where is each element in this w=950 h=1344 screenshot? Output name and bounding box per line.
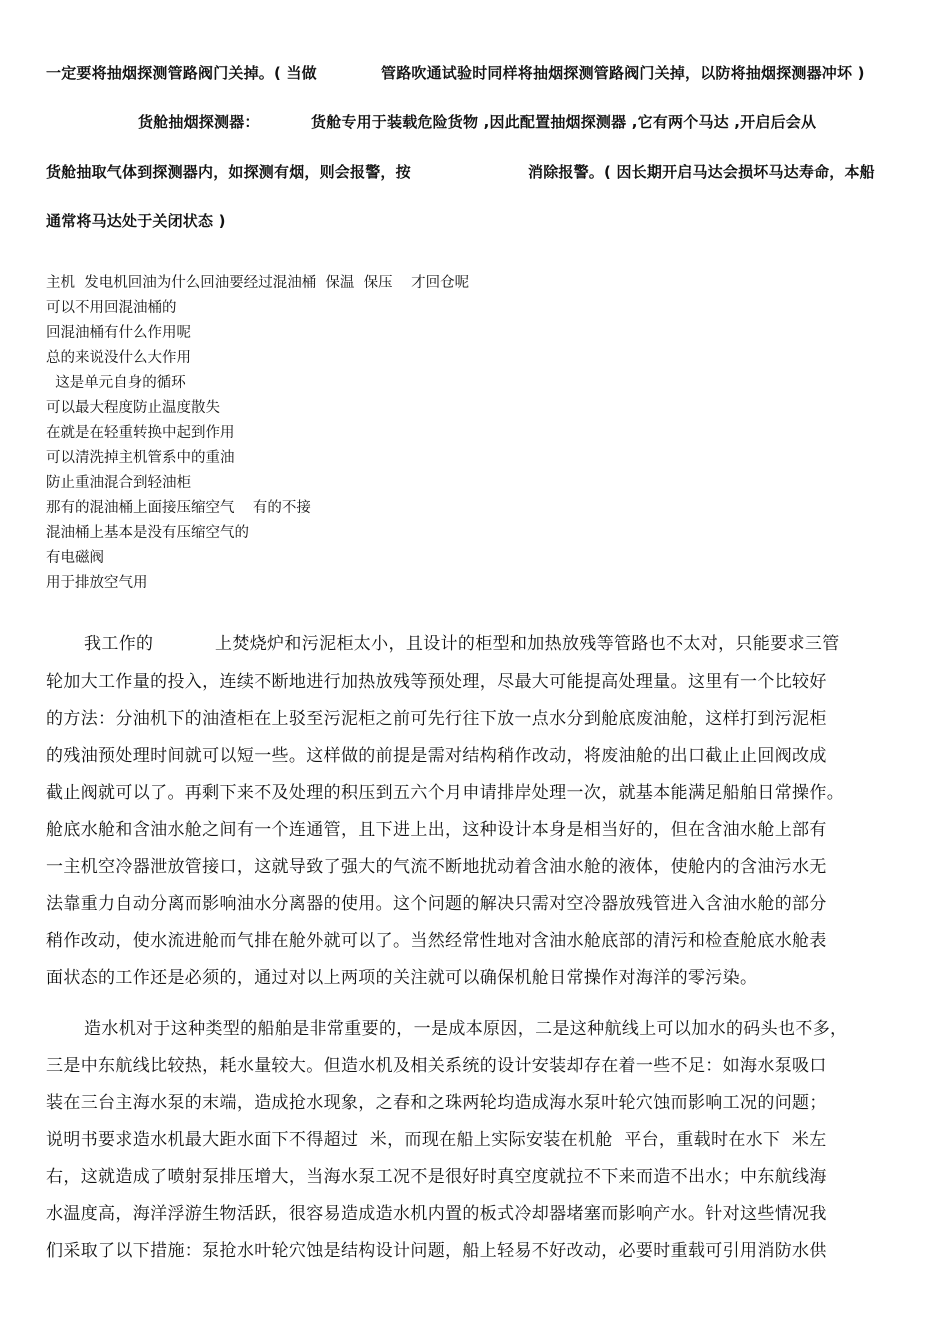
paragraph1-line: 截止阀就可以了。再剩下来不及处理的积压到五六个月申请排岸处理一次，就基本能满足船舶日常操作。 [46,783,845,803]
list-item: 那有的混油桶上面接压缩空气 有的不接 [46,500,311,516]
paragraph1-line: 的残油预处理时间就可以短一些。这样做的前提是需对结构稍作改动，将废油舱的出口截止止回阀改成 [46,746,827,766]
paragraph2-line: 装在三台主海水泵的末端，造成抢水现象，之春和之珠两轮均造成海水泵叶轮穴蚀而影响工况的问题； [46,1093,827,1113]
paragraph1-line: 的方法：分油机下的油渣柜在上驳至污泥柜之前可先行往下放一点水分到舱底废油舱，这样打到污泥柜 [46,709,827,729]
header-line-2b: 货舱专用于装载危险货物 ,因此配置抽烟探测器 ,它有两个马达 ,开启后会从 [311,113,817,131]
paragraph1-line: 稍作改动，使水流进舱而气排在舱外就可以了。当然经常性地对含油水舱底部的清污和检查舱底水舱表 [46,931,827,951]
paragraph1-line-first: 上焚烧炉和污泥柜太小，且设计的柜型和加热放残等管路也不太对，只能要求三管 [215,634,840,654]
list-item: 主机 发电机回油为什么回油要经过混油桶 保温 保压 才回仓呢 [46,275,470,291]
header-line-1a: 一定要将抽烟探测管路阀门关掉。( 当做 [46,64,317,82]
list-item: 混油桶上基本是没有压缩空气的 [46,525,249,541]
list-item: 回混油桶有什么作用呢 [46,325,191,341]
list-item: 在就是在轻重转换中起到作用 [46,425,235,441]
paragraph2-line: 右，这就造成了喷射泵排压增大，当海水泵工况不是很好时真空度就拉不下来而造不出水；中东航线海 [46,1167,827,1187]
qa-list [46,271,646,596]
header-line-2a: 货舱抽烟探测器： [138,113,260,131]
paragraph1-line: 一主机空冷器泄放管接口，这就导致了强大的气流不断地扰动着含油水舱的液体，使舱内的含油污水无 [46,857,827,877]
paragraph2-line: 们采取了以下措施：泵抢水叶轮穴蚀是结构设计问题，船上轻易不好改动，必要时重载可引用消防水供 [46,1241,827,1261]
list-item: 防止重油混合到轻油柜 [46,475,191,491]
list-item: 可以不用回混油桶的 [46,300,177,316]
list-item: 可以清洗掉主机管系中的重油 [46,450,235,466]
header-line-3b: 消除报警。( 因长期开启马达会损坏马达寿命，本船 [528,163,875,181]
paragraph1-line: 舱底水舱和含油水舱之间有一个连通管，且下进上出，这种设计本身是相当好的，但在含油水舱上部有 [46,820,827,840]
list-item: 可以最大程度防止温度散失 [46,400,220,416]
header-line-3a: 货舱抽取气体到探测器内，如探测有烟，则会报警，按 [46,163,411,181]
list-item: 总的来说没什么大作用 [46,350,191,366]
paragraph1-line-start: 我工作的 [84,634,154,654]
paragraph1-line: 面状态的工作还是必须的，通过对以上两项的关注就可以确保机舱日常操作对海洋的零污染。 [46,968,758,988]
paragraph2-line: 说明书要求造水机最大距水面下不得超过 米，而现在船上实际安装在机舱 平台，重载时在水下 米左 [46,1130,827,1150]
paragraph2-line-first: 造水机对于这种类型的船舶是非常重要的，一是成本原因，二是这种航线上可以加水的码头也不多， [84,1019,848,1039]
paragraph2-line: 三是中东航线比较热，耗水量较大。但造水机及相关系统的设计安装却存在着一些不足：如海水泵吸口 [46,1056,827,1076]
list-item: 有电磁阀 [46,550,104,566]
header-line-1b: 管路吹通试验时同样将抽烟探测管路阀门关掉，以防将抽烟探测器冲坏 ) [381,64,865,82]
list-item: 这是单元自身的循环 [46,375,186,391]
list-item: 用于排放空气用 [46,575,148,591]
paragraph1-line: 法靠重力自动分离而影响油水分离器的使用。这个问题的解决只需对空冷器放残管进入含油水舱的部分 [46,894,827,914]
paragraph1-line: 轮加大工作量的投入，连续不断地进行加热放残等预处理，尽最大可能提高处理量。这里有一个比较好 [46,672,827,692]
header-line-4: 通常将马达处于关闭状态 ) [46,212,226,230]
paragraph2-line: 水温度高，海洋浮游生物活跃，很容易造成造水机内置的板式冷却器堵塞而影响产水。针对这些情况我 [46,1204,827,1224]
